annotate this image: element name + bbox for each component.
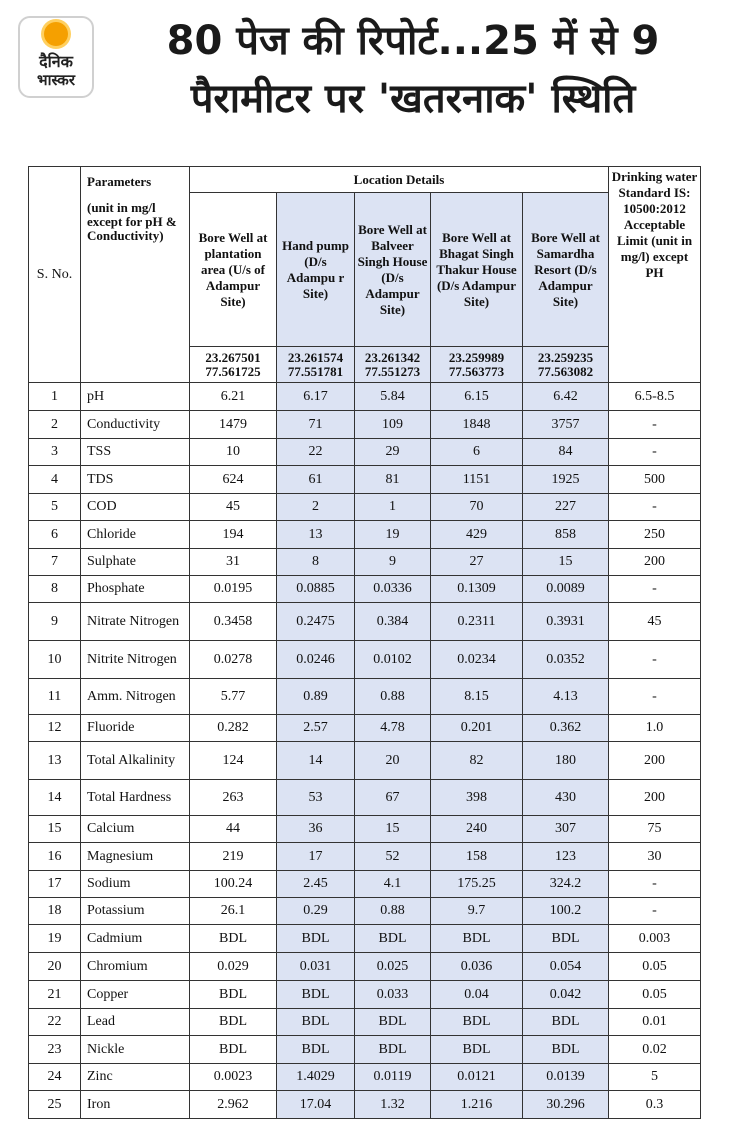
- value-cell: 3757: [523, 411, 609, 439]
- value-cell: 1.216: [431, 1091, 523, 1119]
- value-cell: 0.0195: [190, 576, 277, 603]
- value-cell: 6.42: [523, 383, 609, 411]
- table-row: [29, 411, 701, 439]
- value-cell: 1.32: [355, 1091, 431, 1119]
- value-cell: 0.88: [355, 679, 431, 715]
- value-cell: 13: [277, 521, 355, 549]
- value-cell: 324.2: [523, 871, 609, 898]
- value-cell: 123: [523, 843, 609, 871]
- headline-line-1: 80 पेज की रिपोर्ट...25 में से 9: [166, 18, 660, 64]
- value-cell: 0.025: [355, 953, 431, 981]
- value-cell: 19: [355, 521, 431, 549]
- value-cell: BDL: [523, 1009, 609, 1036]
- sno-cell: 1: [29, 383, 81, 411]
- table-row: [29, 898, 701, 925]
- value-cell: 1151: [431, 466, 523, 494]
- standard-cell: -: [609, 871, 701, 898]
- value-cell: 15: [523, 549, 609, 576]
- standard-cell: 0.01: [609, 1009, 701, 1036]
- value-cell: 263: [190, 780, 277, 816]
- parameter-cell: Phosphate: [81, 576, 190, 603]
- value-cell: 180: [523, 742, 609, 780]
- sno-cell: 5: [29, 494, 81, 521]
- parameter-cell: Copper: [81, 981, 190, 1009]
- value-cell: 0.031: [277, 953, 355, 981]
- location-coords-5: [523, 347, 609, 383]
- value-cell: 1.4029: [277, 1064, 355, 1091]
- value-cell: 6.21: [190, 383, 277, 411]
- value-cell: 124: [190, 742, 277, 780]
- parameter-cell: Chloride: [81, 521, 190, 549]
- table-row: [29, 576, 701, 603]
- parameters-subtitle: (unit in mg/l except for pH & Conductivity): [87, 200, 177, 243]
- table-row: [29, 1064, 701, 1091]
- sno-cell: 7: [29, 549, 81, 576]
- longitude: 77.561725: [205, 363, 261, 379]
- value-cell: 0.0121: [431, 1064, 523, 1091]
- value-cell: 0.054: [523, 953, 609, 981]
- longitude: 77.551781: [287, 363, 344, 379]
- longitude: 77.563773: [448, 363, 505, 379]
- table-row: [29, 816, 701, 843]
- sno-cell: 12: [29, 715, 81, 742]
- table-row: [29, 953, 701, 981]
- value-cell: 4.1: [355, 871, 431, 898]
- value-cell: BDL: [355, 1036, 431, 1064]
- value-cell: BDL: [277, 1036, 355, 1064]
- sno-cell: 13: [29, 742, 81, 780]
- parameter-cell: Iron: [81, 1091, 190, 1119]
- standard-cell: 1.0: [609, 715, 701, 742]
- table-row: [29, 1036, 701, 1064]
- location-details-header: Location Details: [190, 167, 609, 193]
- value-cell: 175.25: [431, 871, 523, 898]
- value-cell: 2: [277, 494, 355, 521]
- value-cell: 67: [355, 780, 431, 816]
- headline-banner: [0, 0, 730, 160]
- value-cell: 61: [277, 466, 355, 494]
- parameters-header: [81, 167, 190, 383]
- parameter-cell: Total Hardness: [81, 780, 190, 816]
- value-cell: 31: [190, 549, 277, 576]
- value-cell: BDL: [190, 981, 277, 1009]
- value-cell: 0.1309: [431, 576, 523, 603]
- value-cell: 219: [190, 843, 277, 871]
- value-cell: 0.3458: [190, 603, 277, 641]
- location-name-5: Bore Well at Samardha Resort (D/s Adampur Site): [523, 193, 609, 347]
- table-row: [29, 679, 701, 715]
- headline-line-2: पैरामीटर पर 'खतरनाक' स्थिति: [190, 76, 636, 122]
- value-cell: 17: [277, 843, 355, 871]
- value-cell: BDL: [523, 925, 609, 953]
- sno-cell: 8: [29, 576, 81, 603]
- logo-line-1: दैनिक: [39, 52, 73, 71]
- value-cell: 0.04: [431, 981, 523, 1009]
- standard-cell: 45: [609, 603, 701, 641]
- value-cell: 20: [355, 742, 431, 780]
- sno-cell: 4: [29, 466, 81, 494]
- sno-cell: 3: [29, 439, 81, 466]
- dainik-bhaskar-logo: [18, 16, 94, 98]
- value-cell: 624: [190, 466, 277, 494]
- standard-header: Drinking water Standard IS: 10500:2012 Acceptable Limit (unit in mg/l) except PH: [609, 167, 701, 383]
- standard-cell: 0.05: [609, 953, 701, 981]
- value-cell: 100.2: [523, 898, 609, 925]
- water-quality-table: [28, 166, 701, 1119]
- value-cell: 29: [355, 439, 431, 466]
- standard-cell: 6.5-8.5: [609, 383, 701, 411]
- table-row: [29, 439, 701, 466]
- value-cell: 430: [523, 780, 609, 816]
- value-cell: 5.84: [355, 383, 431, 411]
- location-coords-1: [190, 347, 277, 383]
- location-coords-2: [277, 347, 355, 383]
- value-cell: 8: [277, 549, 355, 576]
- standard-cell: -: [609, 576, 701, 603]
- value-cell: 0.384: [355, 603, 431, 641]
- value-cell: 36: [277, 816, 355, 843]
- standard-cell: -: [609, 679, 701, 715]
- value-cell: 0.0102: [355, 641, 431, 679]
- parameter-cell: Nickle: [81, 1036, 190, 1064]
- value-cell: 15: [355, 816, 431, 843]
- parameter-cell: Potassium: [81, 898, 190, 925]
- value-cell: 1479: [190, 411, 277, 439]
- value-cell: 27: [431, 549, 523, 576]
- value-cell: 240: [431, 816, 523, 843]
- parameter-cell: Zinc: [81, 1064, 190, 1091]
- standard-cell: -: [609, 898, 701, 925]
- value-cell: 0.033: [355, 981, 431, 1009]
- value-cell: 0.0089: [523, 576, 609, 603]
- value-cell: 4.13: [523, 679, 609, 715]
- table-row: [29, 466, 701, 494]
- table-row: [29, 641, 701, 679]
- sno-cell: 25: [29, 1091, 81, 1119]
- parameter-cell: Lead: [81, 1009, 190, 1036]
- parameter-cell: pH: [81, 383, 190, 411]
- sno-cell: 11: [29, 679, 81, 715]
- sno-cell: 23: [29, 1036, 81, 1064]
- standard-cell: 0.003: [609, 925, 701, 953]
- value-cell: 70: [431, 494, 523, 521]
- value-cell: BDL: [190, 1036, 277, 1064]
- standard-cell: -: [609, 494, 701, 521]
- parameter-cell: Nitrate Nitrogen: [81, 603, 190, 641]
- standard-cell: 200: [609, 742, 701, 780]
- parameter-cell: TDS: [81, 466, 190, 494]
- parameter-cell: Chromium: [81, 953, 190, 981]
- standard-cell: -: [609, 641, 701, 679]
- value-cell: 0.0336: [355, 576, 431, 603]
- value-cell: 1925: [523, 466, 609, 494]
- value-cell: 0.0119: [355, 1064, 431, 1091]
- parameter-cell: Conductivity: [81, 411, 190, 439]
- value-cell: 0.029: [190, 953, 277, 981]
- parameters-title: Parameters: [87, 174, 152, 189]
- standard-cell: 5: [609, 1064, 701, 1091]
- value-cell: 0.036: [431, 953, 523, 981]
- value-cell: 307: [523, 816, 609, 843]
- parameter-cell: COD: [81, 494, 190, 521]
- parameter-cell: Amm. Nitrogen: [81, 679, 190, 715]
- table-row: [29, 1091, 701, 1119]
- parameter-cell: Total Alkalinity: [81, 742, 190, 780]
- value-cell: 0.362: [523, 715, 609, 742]
- value-cell: 17.04: [277, 1091, 355, 1119]
- sno-cell: 14: [29, 780, 81, 816]
- table-row: [29, 925, 701, 953]
- value-cell: 0.29: [277, 898, 355, 925]
- sun-icon: [44, 22, 68, 46]
- parameter-cell: Sodium: [81, 871, 190, 898]
- value-cell: 45: [190, 494, 277, 521]
- value-cell: 109: [355, 411, 431, 439]
- value-cell: 0.0278: [190, 641, 277, 679]
- location-coords-4: [431, 347, 523, 383]
- table-row: [29, 383, 701, 411]
- value-cell: 30.296: [523, 1091, 609, 1119]
- value-cell: 227: [523, 494, 609, 521]
- sno-header: S. No.: [29, 167, 81, 383]
- value-cell: BDL: [190, 1009, 277, 1036]
- value-cell: 14: [277, 742, 355, 780]
- value-cell: 0.201: [431, 715, 523, 742]
- standard-cell: 500: [609, 466, 701, 494]
- location-name-4: Bore Well at Bhagat Singh Thakur House (D/s Adampur Site): [431, 193, 523, 347]
- location-name-3: Bore Well at Balveer Singh House (D/s Adampur Site): [355, 193, 431, 347]
- value-cell: 1848: [431, 411, 523, 439]
- value-cell: BDL: [277, 925, 355, 953]
- table-row: [29, 494, 701, 521]
- value-cell: BDL: [277, 1009, 355, 1036]
- table-row: [29, 843, 701, 871]
- longitude: 77.563082: [537, 363, 594, 379]
- table-row: [29, 780, 701, 816]
- value-cell: BDL: [431, 1036, 523, 1064]
- sno-cell: 2: [29, 411, 81, 439]
- value-cell: 2.962: [190, 1091, 277, 1119]
- value-cell: 6.15: [431, 383, 523, 411]
- value-cell: 0.88: [355, 898, 431, 925]
- value-cell: 0.89: [277, 679, 355, 715]
- value-cell: BDL: [355, 1009, 431, 1036]
- value-cell: 158: [431, 843, 523, 871]
- latitude: 23.259989: [448, 349, 505, 365]
- value-cell: 6.17: [277, 383, 355, 411]
- table-row: [29, 603, 701, 641]
- value-cell: 5.77: [190, 679, 277, 715]
- parameter-cell: Sulphate: [81, 549, 190, 576]
- value-cell: BDL: [277, 981, 355, 1009]
- parameter-cell: Cadmium: [81, 925, 190, 953]
- location-coords-3: [355, 347, 431, 383]
- value-cell: 82: [431, 742, 523, 780]
- standard-cell: 200: [609, 780, 701, 816]
- value-cell: BDL: [355, 925, 431, 953]
- value-cell: 0.0885: [277, 576, 355, 603]
- latitude: 23.259235: [537, 349, 594, 365]
- standard-cell: -: [609, 439, 701, 466]
- value-cell: 4.78: [355, 715, 431, 742]
- value-cell: 0.042: [523, 981, 609, 1009]
- standard-cell: 200: [609, 549, 701, 576]
- value-cell: 100.24: [190, 871, 277, 898]
- value-cell: 71: [277, 411, 355, 439]
- value-cell: 429: [431, 521, 523, 549]
- value-cell: 1: [355, 494, 431, 521]
- table-row: [29, 871, 701, 898]
- logo-line-2: भास्कर: [37, 71, 75, 89]
- standard-cell: 30: [609, 843, 701, 871]
- parameter-cell: Nitrite Nitrogen: [81, 641, 190, 679]
- sno-cell: 21: [29, 981, 81, 1009]
- value-cell: 9.7: [431, 898, 523, 925]
- table-row: [29, 1009, 701, 1036]
- value-cell: BDL: [431, 1009, 523, 1036]
- value-cell: 8.15: [431, 679, 523, 715]
- value-cell: 6: [431, 439, 523, 466]
- value-cell: 53: [277, 780, 355, 816]
- location-name-1: Bore Well at plantation area (U/s of Adampur Site): [190, 193, 277, 347]
- table-row: [29, 715, 701, 742]
- sno-cell: 15: [29, 816, 81, 843]
- parameter-cell: TSS: [81, 439, 190, 466]
- headline: [104, 12, 722, 128]
- sno-cell: 6: [29, 521, 81, 549]
- parameter-cell: Magnesium: [81, 843, 190, 871]
- value-cell: 2.45: [277, 871, 355, 898]
- value-cell: 52: [355, 843, 431, 871]
- sno-cell: 20: [29, 953, 81, 981]
- latitude: 23.267501: [205, 349, 261, 365]
- standard-cell: 250: [609, 521, 701, 549]
- value-cell: 858: [523, 521, 609, 549]
- value-cell: 26.1: [190, 898, 277, 925]
- standard-cell: 0.3: [609, 1091, 701, 1119]
- value-cell: 81: [355, 466, 431, 494]
- value-cell: 398: [431, 780, 523, 816]
- sno-cell: 24: [29, 1064, 81, 1091]
- value-cell: 84: [523, 439, 609, 466]
- parameter-cell: Fluoride: [81, 715, 190, 742]
- value-cell: 194: [190, 521, 277, 549]
- sno-cell: 9: [29, 603, 81, 641]
- table-body: [29, 383, 701, 1119]
- value-cell: BDL: [431, 925, 523, 953]
- value-cell: 0.0352: [523, 641, 609, 679]
- standard-cell: 75: [609, 816, 701, 843]
- standard-cell: 0.02: [609, 1036, 701, 1064]
- value-cell: BDL: [523, 1036, 609, 1064]
- table-row: [29, 521, 701, 549]
- value-cell: 0.0234: [431, 641, 523, 679]
- standard-cell: -: [609, 411, 701, 439]
- standard-cell: 0.05: [609, 981, 701, 1009]
- sno-cell: 10: [29, 641, 81, 679]
- location-name-2: Hand pump (D/s Adampu r Site): [277, 193, 355, 347]
- latitude: 23.261342: [364, 349, 421, 365]
- sno-cell: 16: [29, 843, 81, 871]
- latitude: 23.261574: [287, 349, 344, 365]
- value-cell: 2.57: [277, 715, 355, 742]
- value-cell: 22: [277, 439, 355, 466]
- value-cell: 44: [190, 816, 277, 843]
- sno-cell: 18: [29, 898, 81, 925]
- value-cell: 0.0023: [190, 1064, 277, 1091]
- table-row: [29, 742, 701, 780]
- value-cell: 0.0246: [277, 641, 355, 679]
- table-row: [29, 981, 701, 1009]
- value-cell: 9: [355, 549, 431, 576]
- sno-cell: 22: [29, 1009, 81, 1036]
- value-cell: 0.2475: [277, 603, 355, 641]
- value-cell: 0.0139: [523, 1064, 609, 1091]
- parameter-cell: Calcium: [81, 816, 190, 843]
- value-cell: 10: [190, 439, 277, 466]
- sno-cell: 19: [29, 925, 81, 953]
- table-row: [29, 549, 701, 576]
- value-cell: 0.3931: [523, 603, 609, 641]
- value-cell: BDL: [190, 925, 277, 953]
- sno-cell: 17: [29, 871, 81, 898]
- value-cell: 0.2311: [431, 603, 523, 641]
- longitude: 77.551273: [364, 363, 421, 379]
- value-cell: 0.282: [190, 715, 277, 742]
